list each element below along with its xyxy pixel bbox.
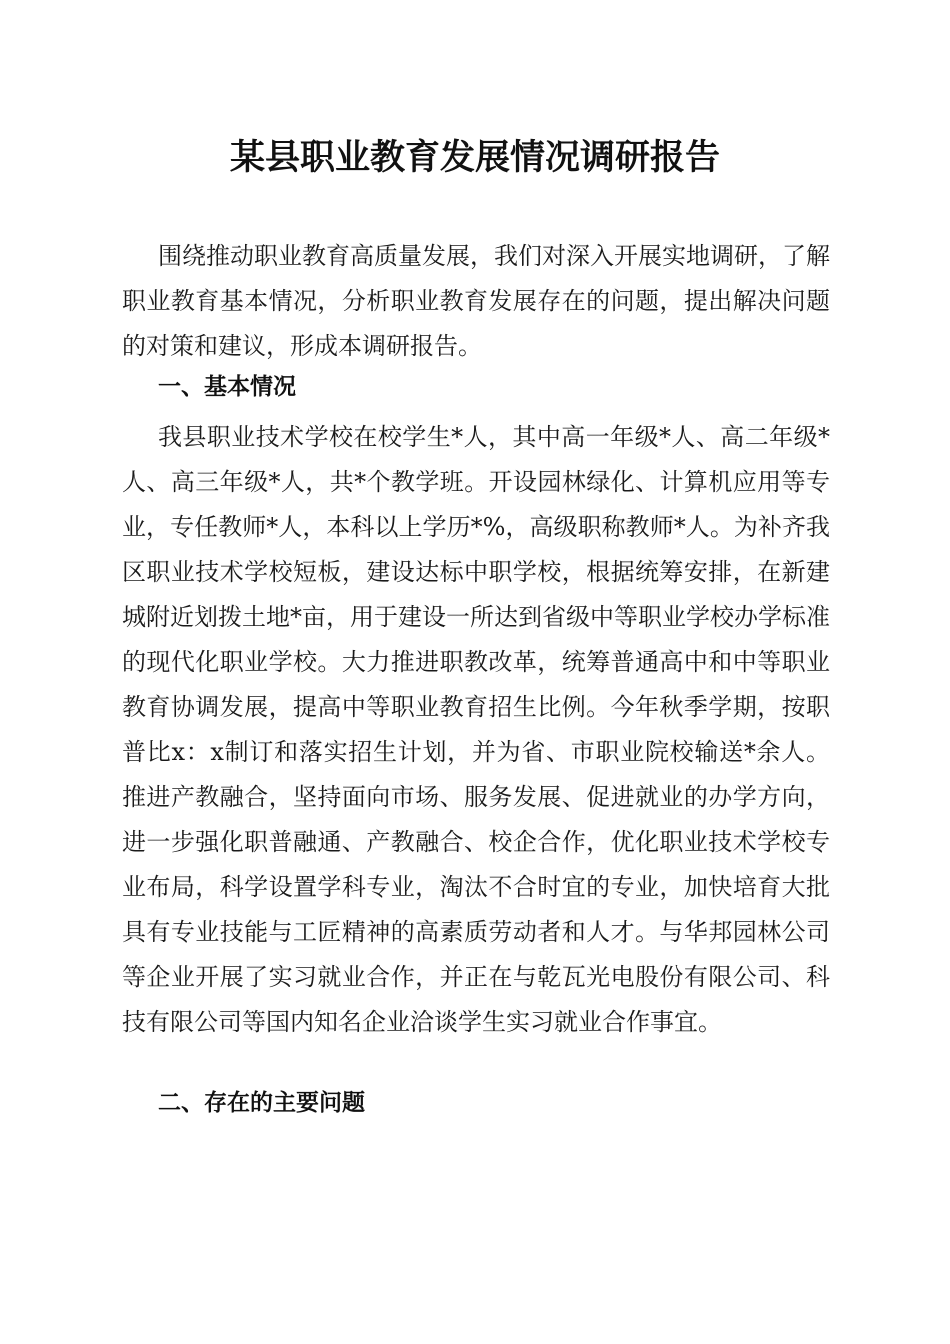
section-heading-basic-situation: 一、基本情况 bbox=[158, 374, 296, 400]
intro-paragraph: 围绕推动职业教育高质量发展，我们对深入开展实地调研，了解职业教育基本情况，分析职业教育发展存在的问题，提出解决问题的对策和建议，形成本调研报告。 bbox=[122, 242, 830, 360]
section-heading-main-problems: 二、存在的主要问题 bbox=[158, 1090, 365, 1116]
document-title: 某县职业教育发展情况调研报告 bbox=[229, 137, 720, 178]
section-paragraph-basic-situation: 我县职业技术学校在校学生*人，其中高一年级*人、高二年级*人、高三年级*人，共*个教学班。开设园林绿化、计算机应用等专业，专任教师*人，本科以上学历*%，高级职称教师*人。为补齐我区职业技术学校短板，建设达标中职学校，根据统筹安排，在新建城附近划拨土地*亩，用于建设一所达到省级中等职业学校办学标准的现代化职业学校。大力推进职教改革，统筹普通高中和中等职业教育协调发展，提高中等职业教育招生比例。今年秋季学期，按职普比x：x制订和落实招生计划，并为省、市职业院校输送*余人。推进产教融合，坚持面向市场、服务发展、促进就业的办学方向，进一步强化职普融通、产教融合、校企合作，优化职业技术学校专业布局，科学设置学科专业，淘汰不合时宜的专业，加快培育大批具有专业技能与工匠精神的高素质劳动者和人才。与华邦园林公司等企业开展了实习就业合作，并正在与乾瓦光电股份有限公司、科技有限公司等国内知名企业洽谈学生实习就业合作事宜。 bbox=[122, 423, 830, 1036]
